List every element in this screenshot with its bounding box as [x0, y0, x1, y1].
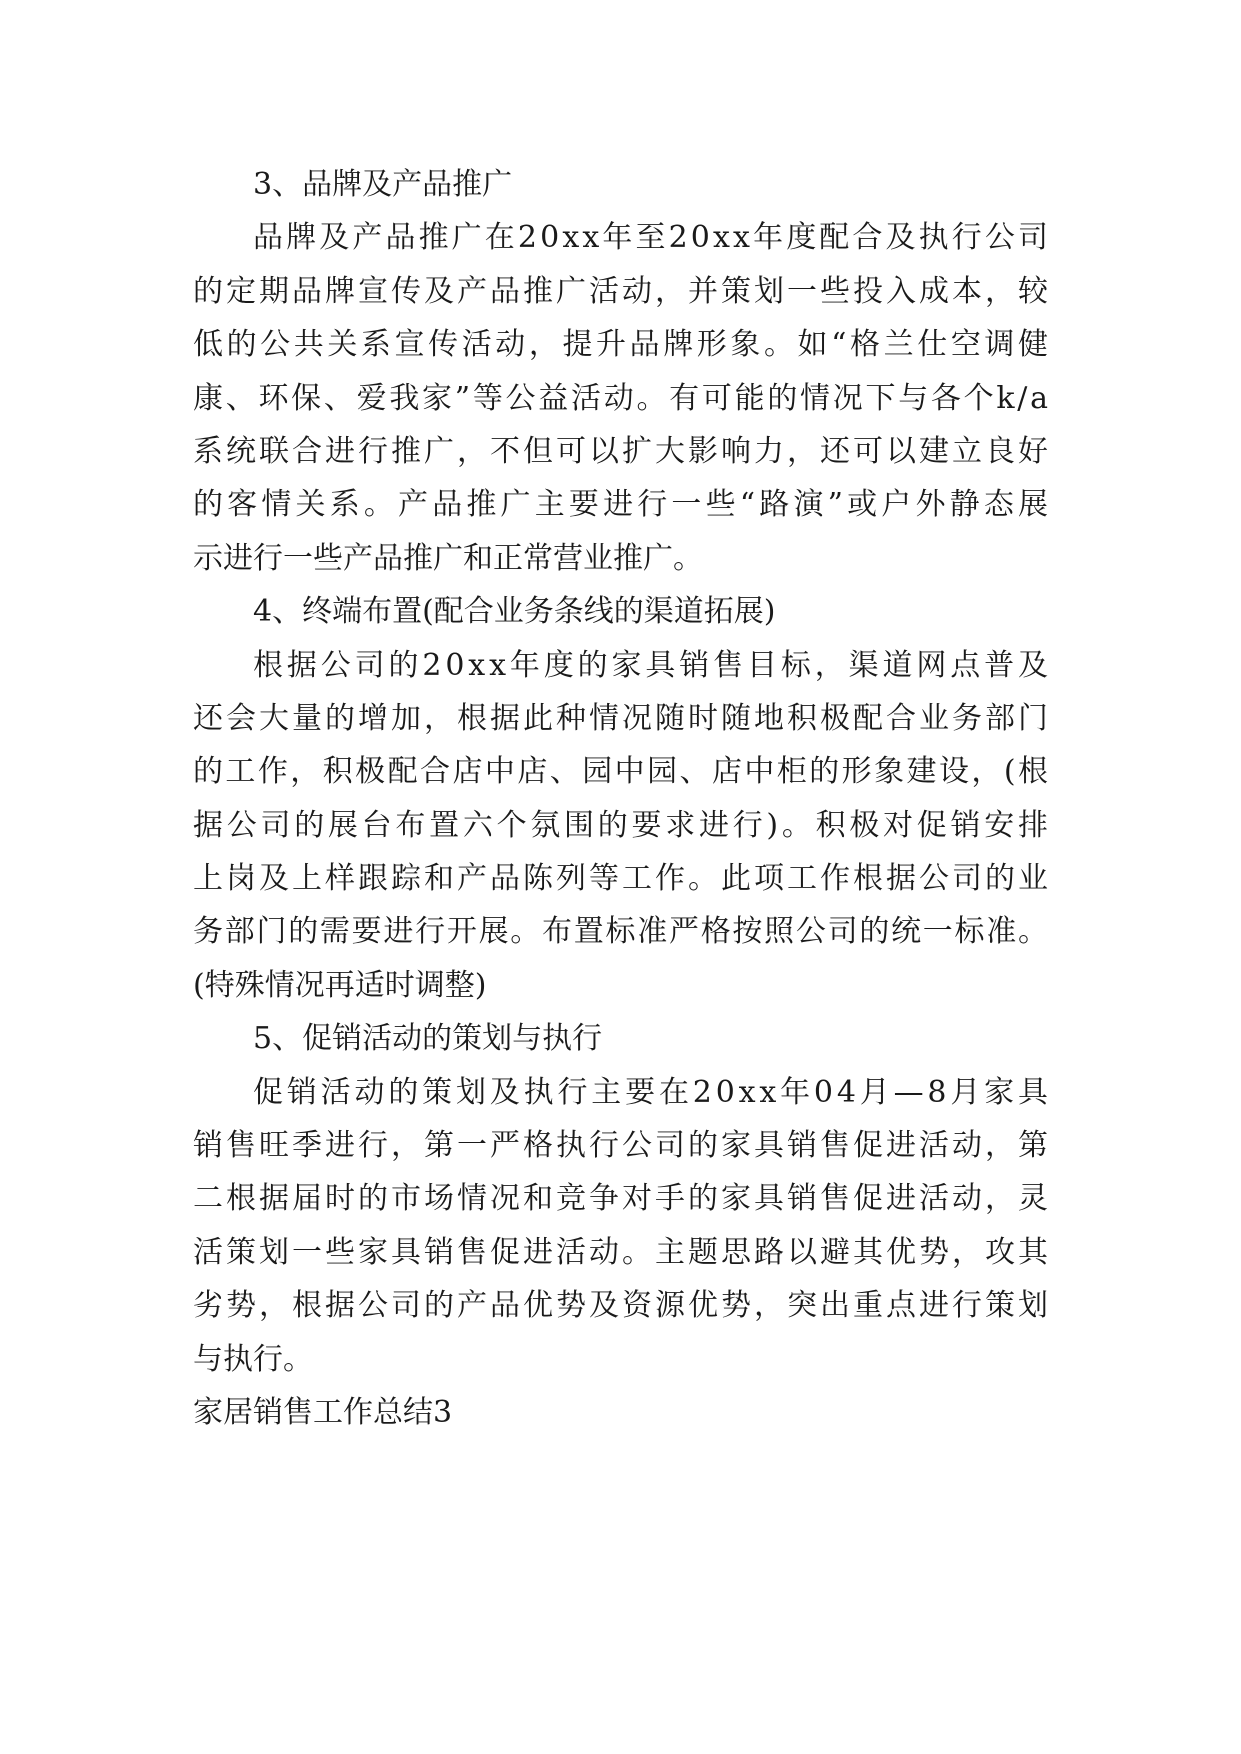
paragraph-line [193, 959, 1048, 1012]
paragraph-text: 销售旺季进行，第一严格执行公司的家具销售促进活动，第 [193, 1128, 1051, 1164]
paragraph-line [193, 318, 1052, 371]
paragraph-line [193, 745, 1051, 798]
paragraph-line [193, 692, 1051, 745]
paragraph-line [193, 532, 1048, 585]
section-heading [193, 585, 1048, 638]
paragraph-line [193, 1172, 1051, 1225]
paragraph-text: 系统联合进行推广，不但可以扩大影响力，还可以建立良好 [193, 433, 1051, 469]
paragraph-line [193, 639, 1052, 692]
paragraph-text: 劣势，根据公司的产品优势及资源优势，突出重点进行策划 [193, 1288, 1051, 1324]
paragraph-text: 低的公共关系宣传活动，提升品牌形象。如“格兰仕空调健 [193, 327, 1052, 363]
paragraph-text: (特殊情况再适时调整) [193, 967, 487, 1003]
paragraph-text: 与执行。 [193, 1341, 313, 1377]
paragraph-text: 根据公司的20xx年度的家具销售目标，渠道网点普及 [253, 647, 1052, 683]
paragraph-line [193, 372, 1051, 425]
paragraph-text: 促销活动的策划及执行主要在20xx年04月—8月家具 [253, 1074, 1052, 1110]
paragraph-text: 的工作，积极配合店中店、园中园、店中柜的形象建设，(根 [193, 754, 1051, 790]
paragraph-text: 上岗及上样跟踪和产品陈列等工作。此项工作根据公司的业 [193, 861, 1051, 897]
paragraph-text: 二根据届时的市场情况和竞争对手的家具销售促进活动，灵 [193, 1181, 1051, 1217]
paragraph-line [193, 1119, 1051, 1172]
paragraph-line [193, 799, 1052, 852]
paragraph-text: 的定期品牌宣传及产品推广活动，并策划一些投入成本，较 [193, 273, 1051, 309]
paragraph-line [193, 905, 1048, 958]
next-document-title-text: 家居销售工作总结3 [193, 1394, 453, 1430]
section-heading-text: 3、品牌及产品推广 [253, 167, 513, 202]
section-heading-text: 5、促销活动的策划与执行 [253, 1021, 603, 1057]
paragraph-text: 活策划一些家具销售促进活动。主题思路以避其优势，攻其 [193, 1234, 1051, 1270]
paragraph-line [193, 852, 1051, 905]
paragraph-line [193, 1226, 1051, 1279]
paragraph-text: 品牌及产品推广在20xx年至20xx年度配合及执行公司 [253, 220, 1052, 256]
paragraph-line [193, 425, 1051, 478]
paragraph-text: 示进行一些产品推广和正常营业推广。 [193, 540, 703, 576]
paragraph-text: 还会大量的增加，根据此种情况随时随地积极配合业务部门 [193, 700, 1051, 736]
next-document-title [193, 1386, 1048, 1439]
paragraph-line [193, 265, 1051, 318]
paragraph-text: 康、环保、爱我家”等公益活动。有可能的情况下与各个k/a [193, 380, 1051, 416]
paragraph-line [193, 478, 1053, 531]
paragraph-text: 务部门的需要进行开展。布置标准严格按照公司的统一标准。 [193, 914, 1050, 950]
paragraph-line [193, 1066, 1052, 1119]
section-heading [193, 1012, 1048, 1065]
section-heading-text: 4、终端布置(配合业务条线的渠道拓展) [253, 594, 776, 630]
paragraph-line [193, 211, 1052, 264]
paragraph-line [193, 1333, 1048, 1386]
paragraph-text: 据公司的展台布置六个氛围的要求进行)。积极对促销安排 [193, 807, 1052, 843]
document-body [193, 158, 1053, 1439]
paragraph-line [193, 1279, 1051, 1332]
paragraph-text: 的客情关系。产品推广主要进行一些“路演”或户外静态展 [193, 487, 1053, 523]
section-heading [193, 158, 1048, 211]
